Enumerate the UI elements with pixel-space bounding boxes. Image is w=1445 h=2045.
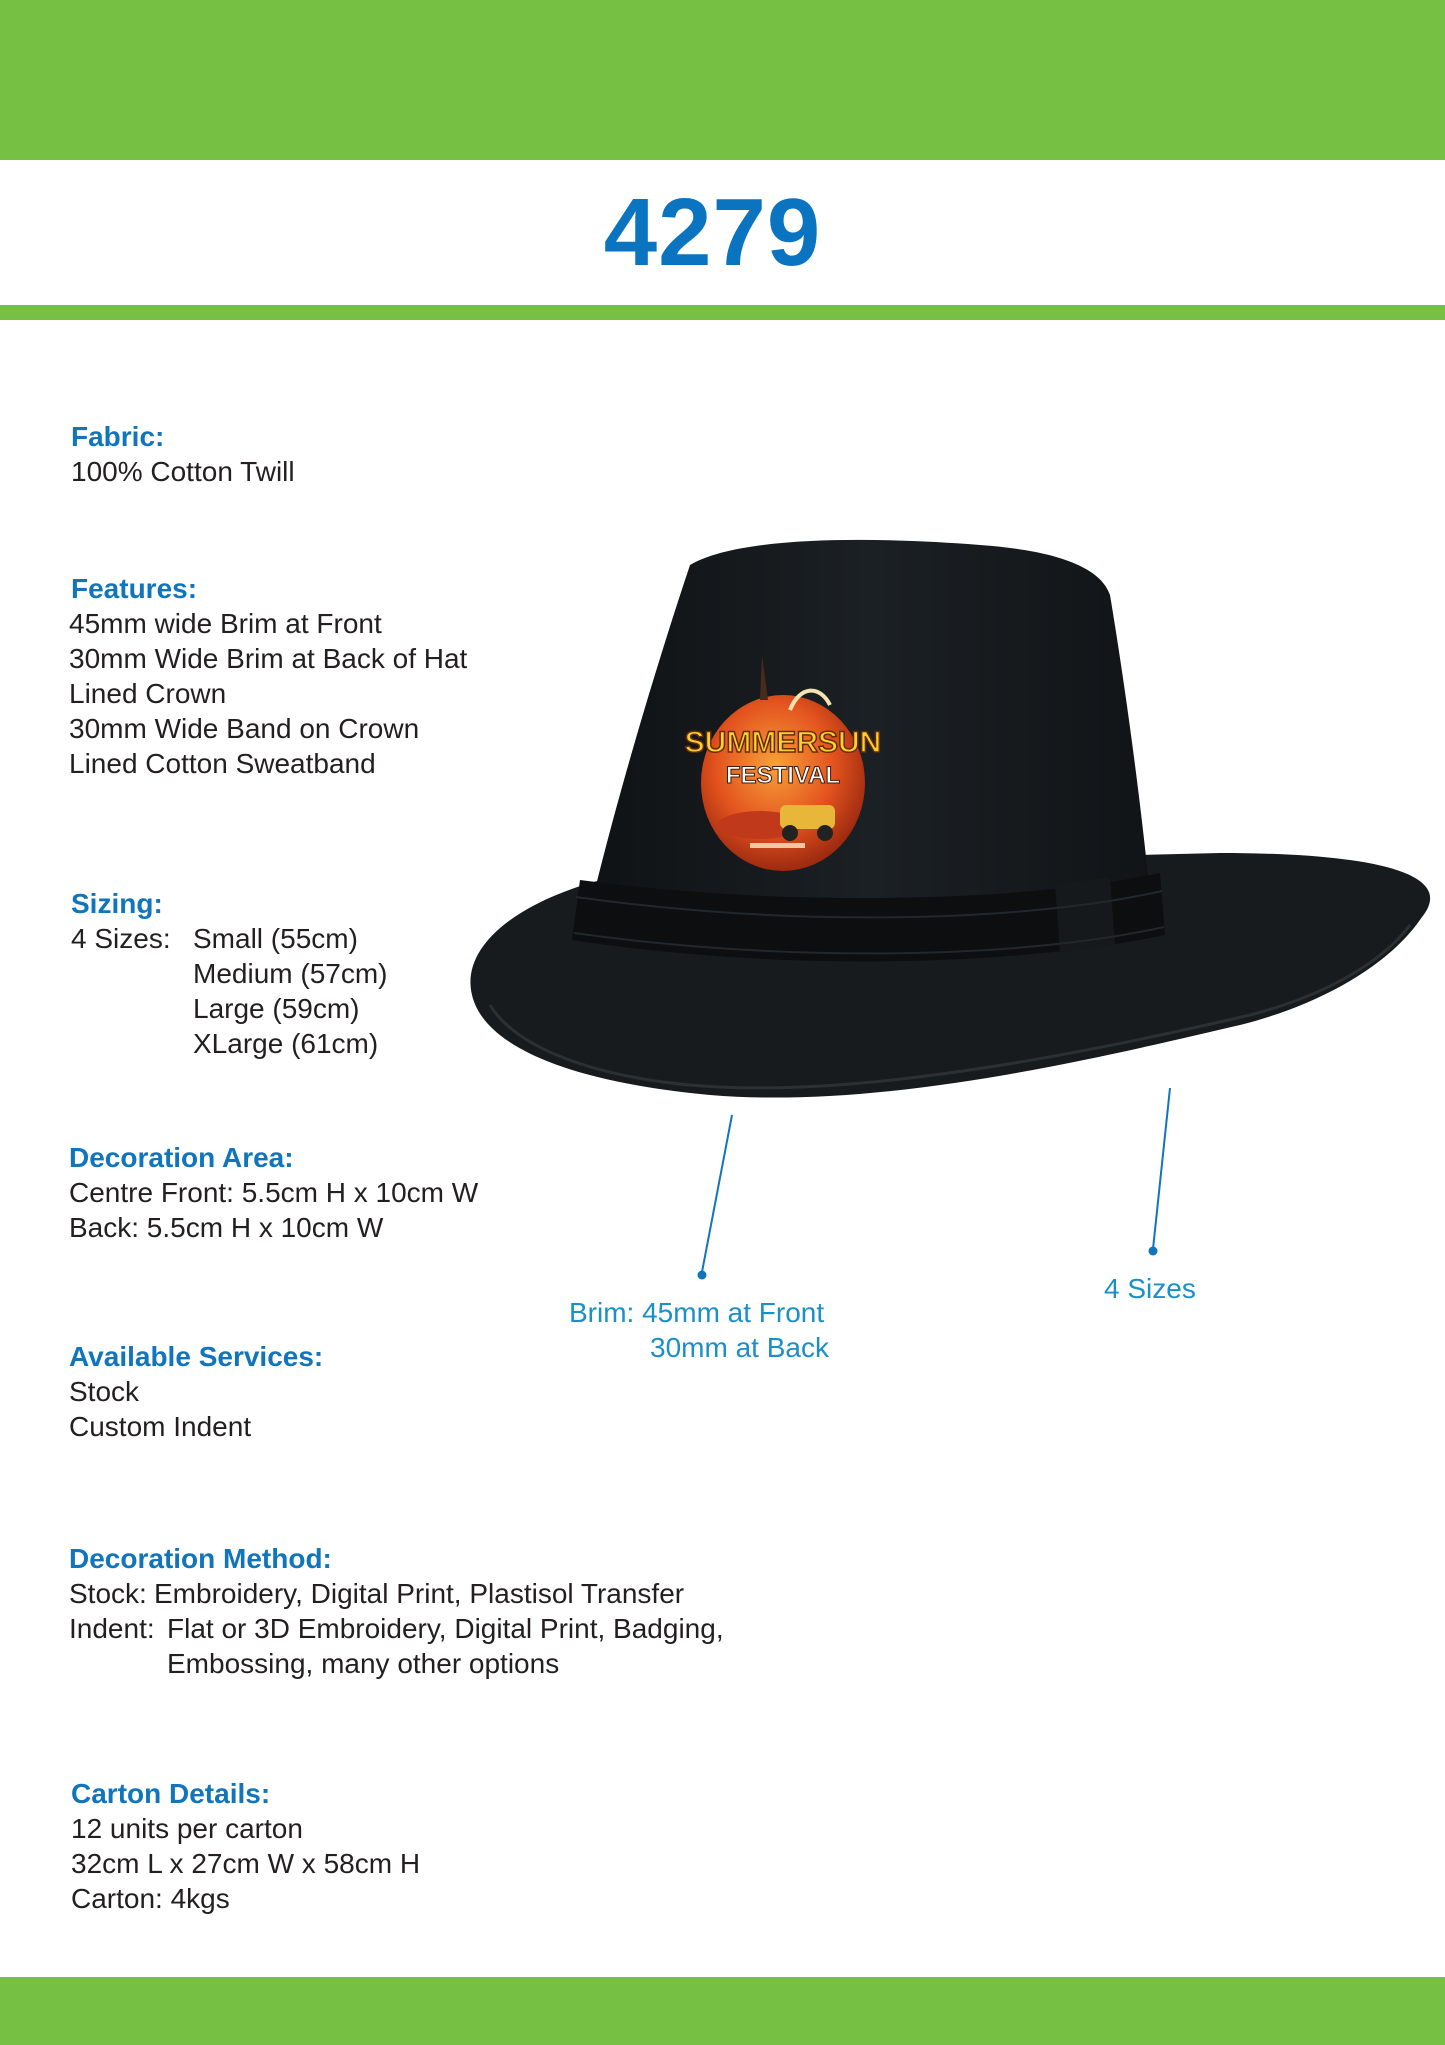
- feature-item: Lined Cotton Sweatband: [69, 748, 376, 779]
- logo-line2: FESTIVAL: [725, 762, 841, 789]
- sizes-callout: 4 Sizes: [1104, 1273, 1196, 1304]
- size-item: Medium (57cm): [193, 958, 388, 989]
- indent-line: Flat or 3D Embroidery, Digital Print, Badging,: [167, 1613, 724, 1644]
- fabric-line: 100% Cotton Twill: [71, 456, 295, 487]
- decoration-area-line: Centre Front: 5.5cm H x 10cm W: [69, 1177, 479, 1208]
- bottom-green-band: [0, 1977, 1445, 2045]
- feature-item: 30mm Wide Brim at Back of Hat: [69, 643, 468, 674]
- size-item: Small (55cm): [193, 923, 358, 954]
- stock-value: Embroidery, Digital Print, Plastisol Transfer: [154, 1578, 685, 1609]
- decoration-area-line: Back: 5.5cm H x 10cm W: [69, 1212, 384, 1243]
- brim-callout-dot: [698, 1271, 707, 1280]
- product-code-title: 4279: [603, 179, 822, 286]
- brim-callout-line1: Brim: 45mm at Front: [569, 1297, 825, 1328]
- carton-heading: Carton Details:: [71, 1778, 271, 1809]
- service-item: Stock: [69, 1376, 140, 1407]
- feature-item: Lined Crown: [69, 678, 227, 709]
- logo-line1: SUMMERSUN: [684, 726, 882, 759]
- carton-line: Carton: 4kgs: [71, 1883, 230, 1914]
- services-heading: Available Services:: [69, 1341, 324, 1372]
- size-item: XLarge (61cm): [193, 1028, 379, 1059]
- indent-label: Indent:: [69, 1613, 155, 1644]
- fabric-heading: Fabric:: [71, 421, 165, 452]
- carton-line: 12 units per carton: [71, 1813, 303, 1844]
- sizes-callout-dot: [1149, 1247, 1158, 1256]
- decoration-area-heading: Decoration Area:: [69, 1142, 294, 1173]
- feature-item: 45mm wide Brim at Front: [69, 608, 382, 639]
- stock-label: Stock:: [69, 1578, 147, 1609]
- size-item: Large (59cm): [193, 993, 360, 1024]
- features-heading: Features:: [71, 573, 198, 604]
- brim-callout-line2: 30mm at Back: [650, 1332, 829, 1363]
- carton-line: 32cm L x 27cm W x 58cm H: [71, 1848, 421, 1879]
- sizing-heading: Sizing:: [71, 888, 163, 919]
- service-item: Custom Indent: [69, 1411, 252, 1442]
- feature-item: 30mm Wide Band on Crown: [69, 713, 420, 744]
- indent-line: Embossing, many other options: [167, 1648, 560, 1679]
- decoration-method-heading: Decoration Method:: [69, 1543, 332, 1574]
- sizing-label: 4 Sizes:: [71, 923, 171, 954]
